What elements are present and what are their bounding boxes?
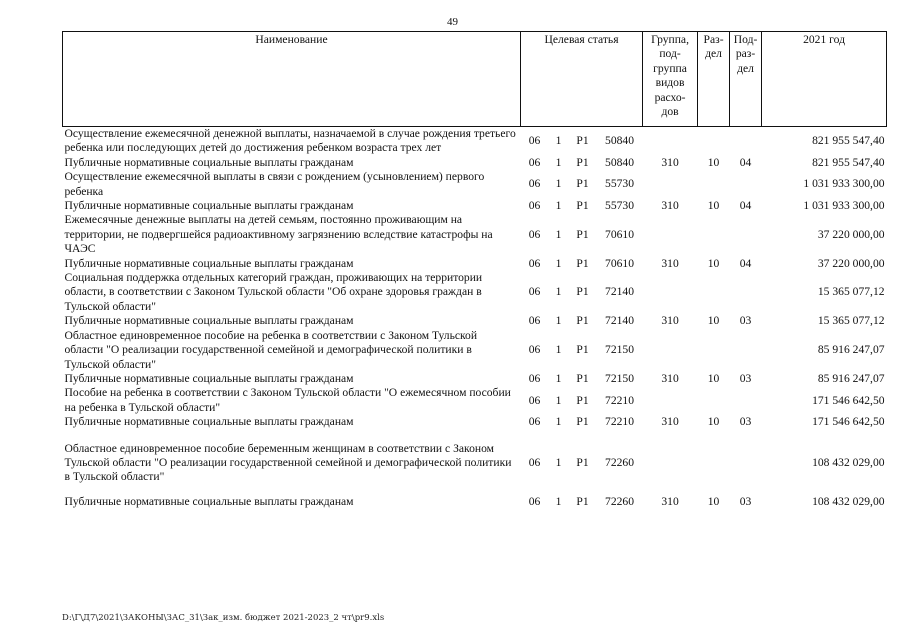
row-name: Пособие на ребенка в соответствии с Законом Тульской области "О ежемесячном пособии на ребенка в Тульской области" [64,386,511,414]
row-direction-code: 55730 [605,199,635,213]
row-name: Публичные нормативные социальные выплаты гражданам [64,199,354,213]
row-expense-group [643,271,698,314]
row-program-code: 06 [528,314,541,328]
table-row [63,213,887,256]
row-subprogram-code: 1 [555,134,562,148]
row-expense-group: 310 [661,494,679,508]
row-section: 10 [707,494,720,508]
row-section: 10 [707,256,720,270]
row-main-event-code: P1 [576,415,589,429]
row-expense-group [643,386,698,415]
table-row [63,199,887,213]
row-program-code: 06 [528,371,541,385]
header-name: Наименование [63,32,521,127]
row-program-code: 06 [528,256,541,270]
row-subsection: 04 [739,256,752,270]
row-direction-code: 70610 [605,256,635,270]
row-expense-group: 310 [661,256,679,270]
row-amount: 1 031 933 300,00 [803,199,885,213]
row-amount: 85 916 247,07 [817,371,885,385]
header-section: Раз- дел [698,32,730,127]
row-expense-group [643,213,698,256]
row-main-event-code: P1 [576,227,589,241]
row-main-event-code: P1 [576,371,589,385]
row-section [698,430,730,485]
row-program-code: 06 [528,285,541,299]
row-subsection: 03 [739,314,752,328]
row-direction-code: 72260 [605,494,635,508]
row-subsection [730,213,762,256]
row-main-event-code: P1 [576,494,589,508]
row-name: Публичные нормативные социальные выплаты гражданам [64,415,354,429]
row-name: Публичные нормативные социальные выплаты гражданам [64,314,354,328]
row-expense-group [643,430,698,485]
row-name: Ежемесячные денежные выплаты на детей семьям, постоянно проживающим на территории, не подвергшейся радиоактивному загрязнению вследствие катастрофы на ЧАЭС [64,213,493,256]
row-subsection: 04 [739,155,752,169]
row-subprogram-code: 1 [555,494,562,508]
row-main-event-code: P1 [576,134,589,148]
row-section: 10 [707,155,720,169]
row-amount: 171 546 642,50 [812,415,885,429]
row-expense-group [643,329,698,372]
row-amount: 15 365 077,12 [817,314,885,328]
row-expense-group: 310 [661,155,679,169]
row-main-event-code: P1 [576,393,589,407]
row-direction-code: 70610 [605,227,635,241]
row-program-code: 06 [528,343,541,357]
row-main-event-code: P1 [576,177,589,191]
row-subprogram-code: 1 [555,371,562,385]
row-subprogram-code: 1 [555,393,562,407]
row-section [698,127,730,156]
row-subprogram-code: 1 [555,285,562,299]
row-amount: 821 955 547,40 [812,155,885,169]
row-program-code: 06 [528,199,541,213]
row-direction-code: 50840 [605,134,635,148]
row-main-event-code: P1 [576,256,589,270]
row-direction-code: 50840 [605,155,635,169]
table-row [63,415,887,429]
row-main-event-code: P1 [576,155,589,169]
row-section [698,213,730,256]
row-amount: 821 955 547,40 [812,134,885,148]
row-direction-code: 72210 [605,415,635,429]
row-main-event-code: P1 [576,199,589,213]
row-direction-code: 72150 [605,343,635,357]
row-expense-group [643,170,698,199]
row-subprogram-code: 1 [555,227,562,241]
row-subprogram-code: 1 [555,455,562,469]
table-row [63,430,887,485]
table-row [63,127,887,156]
row-subsection [730,271,762,314]
row-subprogram-code: 1 [555,256,562,270]
row-main-event-code: P1 [576,343,589,357]
row-name: Публичные нормативные социальные выплаты гражданам [64,371,354,385]
row-program-code: 06 [528,134,541,148]
row-section [698,329,730,372]
row-section: 10 [707,415,720,429]
row-subsection [730,170,762,199]
row-subsection: 04 [739,199,752,213]
row-subprogram-code: 1 [555,415,562,429]
row-subprogram-code: 1 [555,177,562,191]
page-number: 49 [447,16,458,28]
row-direction-code: 72140 [605,314,635,328]
row-subsection [730,127,762,156]
row-expense-group: 310 [661,314,679,328]
row-expense-group: 310 [661,371,679,385]
file-path-footer: D:\Г\Д7\2021\ЗАКОНЫ\ЗАС_31\Зак_изм. бюджет 2021-2023_2 чт\pr9.xls [62,613,385,623]
header-year-2021: 2021 год [762,32,887,127]
table-row [63,170,887,199]
table-row [63,271,887,314]
row-subsection [730,386,762,415]
row-direction-code: 55730 [605,177,635,191]
row-direction-code: 72260 [605,455,635,469]
row-name: Публичные нормативные социальные выплаты гражданам [64,155,354,169]
row-amount: 85 916 247,07 [817,343,885,357]
row-section: 10 [707,371,720,385]
row-name: Публичные нормативные социальные выплаты гражданам [64,256,354,270]
header-expense-group: Группа, под- группа видов расхо- дов [643,32,698,127]
table-row [63,372,887,386]
row-program-code: 06 [528,415,541,429]
row-subsection: 03 [739,494,752,508]
row-subsection [730,329,762,372]
table-row [63,386,887,415]
row-direction-code: 72140 [605,285,635,299]
row-program-code: 06 [528,227,541,241]
row-amount: 37 220 000,00 [817,227,885,241]
row-subsection: 03 [739,371,752,385]
row-program-code: 06 [528,455,541,469]
row-main-event-code: P1 [576,314,589,328]
row-direction-code: 72150 [605,371,635,385]
row-subsection: 03 [739,415,752,429]
budget-table [62,31,887,509]
row-program-code: 06 [528,393,541,407]
row-expense-group: 310 [661,415,679,429]
row-section: 10 [707,314,720,328]
table-row [63,329,887,372]
header-subsection: Под- раз- дел [730,32,762,127]
row-name: Областное единовременное пособие на ребенка в соответствии с Законом Тульской области "О реализации государственной семейной и демографической политики в Тульской области" [64,328,478,371]
table-row [63,156,887,170]
row-name: Осуществление ежемесячной выплаты в связи с рождением (усыновлением) первого ребенка [64,170,485,198]
row-section [698,170,730,199]
row-subprogram-code: 1 [555,314,562,328]
row-subprogram-code: 1 [555,343,562,357]
row-subprogram-code: 1 [555,199,562,213]
row-name: Публичные нормативные социальные выплаты гражданам [64,494,354,508]
row-expense-group [643,127,698,156]
row-program-code: 06 [528,494,541,508]
row-amount: 108 432 029,00 [812,494,885,508]
row-main-event-code: P1 [576,455,589,469]
row-subsection [730,430,762,485]
row-program-code: 06 [528,177,541,191]
row-amount: 15 365 077,12 [817,285,885,299]
row-section [698,386,730,415]
row-direction-code: 72210 [605,393,635,407]
header-target-article: Целевая статья [521,32,643,127]
row-name: Областное единовременное пособие беременным женщинам в соответствии с Законом Тульской области "О реализации государственной семейной и демографической политики в Тульской области" [64,441,512,484]
row-program-code: 06 [528,155,541,169]
row-name: Осуществление ежемесячной денежной выплаты, назначаемой в случае рождения третьего ребенка или последующих детей до достижения ребенком возраста трех лет [64,127,516,155]
table-row [63,257,887,271]
row-main-event-code: P1 [576,285,589,299]
table-row [63,485,887,509]
row-amount: 171 546 642,50 [812,393,885,407]
row-amount: 1 031 933 300,00 [803,177,885,191]
row-expense-group: 310 [661,199,679,213]
row-subprogram-code: 1 [555,155,562,169]
row-name: Социальная поддержка отдельных категорий граждан, проживающих на территории области, в соответствии с Законом Тульской области "Об охране здоровья граждан в Тульской области" [64,271,483,313]
table-row [63,314,887,328]
row-amount: 37 220 000,00 [817,256,885,270]
row-section [698,271,730,314]
row-section: 10 [707,199,720,213]
table-header-row [63,32,887,127]
row-amount: 108 432 029,00 [812,455,885,469]
